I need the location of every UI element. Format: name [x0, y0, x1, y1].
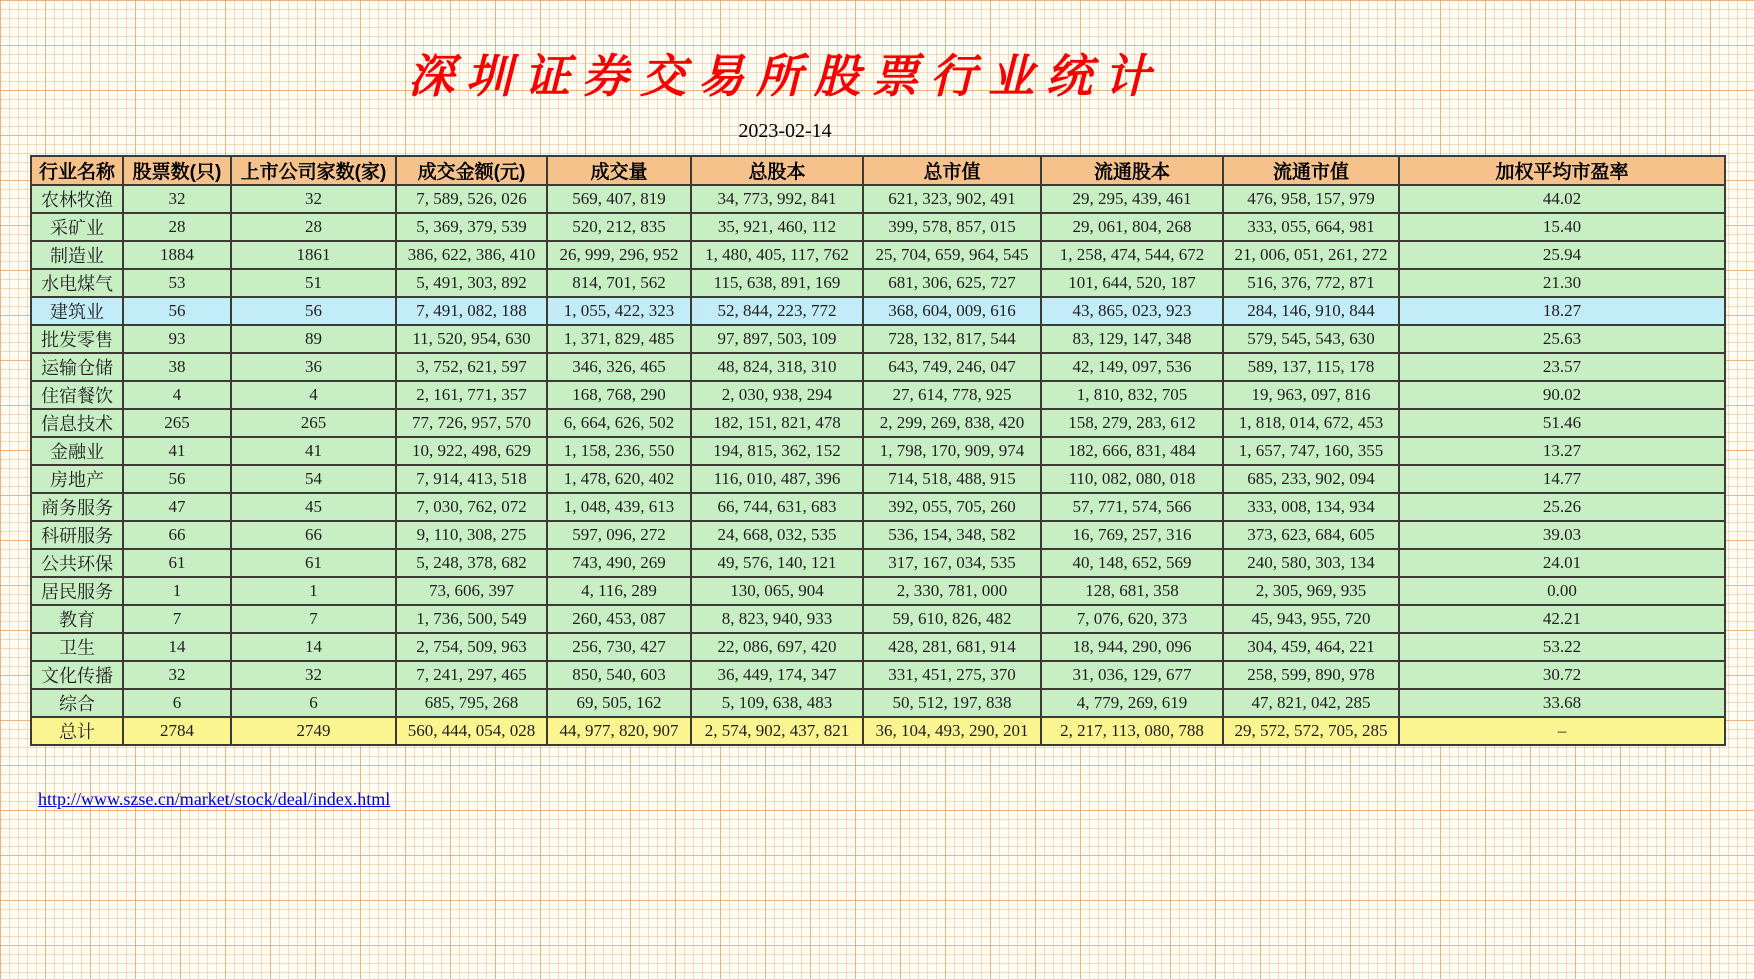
- table-row[interactable]: [31, 185, 1725, 213]
- value-cell[interactable]: 115, 638, 891, 169: [691, 269, 863, 297]
- value-cell[interactable]: 304, 459, 464, 221: [1223, 633, 1399, 661]
- table-row[interactable]: [31, 465, 1725, 493]
- column-header: 总市值: [863, 156, 1041, 185]
- industry-name-cell[interactable]: 卫生: [31, 633, 123, 661]
- value-cell[interactable]: 1, 055, 422, 323: [547, 297, 691, 325]
- industry-table: [30, 155, 1726, 746]
- source-link[interactable]: http://www.szse.cn/market/stock/deal/index.html: [38, 789, 391, 809]
- value-cell[interactable]: 569, 407, 819: [547, 185, 691, 213]
- value-cell[interactable]: 346, 326, 465: [547, 353, 691, 381]
- value-cell[interactable]: 53.22: [1399, 633, 1725, 661]
- value-cell[interactable]: 25.94: [1399, 241, 1725, 269]
- value-cell[interactable]: 194, 815, 362, 152: [691, 437, 863, 465]
- table-row[interactable]: [31, 493, 1725, 521]
- value-cell[interactable]: 34, 773, 992, 841: [691, 185, 863, 213]
- value-cell[interactable]: 258, 599, 890, 978: [1223, 661, 1399, 689]
- value-cell[interactable]: 6: [123, 689, 231, 717]
- value-cell[interactable]: 1, 258, 474, 544, 672: [1041, 241, 1223, 269]
- value-cell[interactable]: 5, 491, 303, 892: [396, 269, 547, 297]
- value-cell[interactable]: 50, 512, 197, 838: [863, 689, 1041, 717]
- value-cell[interactable]: 814, 701, 562: [547, 269, 691, 297]
- value-cell[interactable]: 66: [123, 521, 231, 549]
- table-row[interactable]: [31, 661, 1725, 689]
- value-cell[interactable]: 516, 376, 772, 871: [1223, 269, 1399, 297]
- table-row[interactable]: [31, 577, 1725, 605]
- report-date: 2023-02-14: [738, 120, 832, 142]
- table-row[interactable]: [31, 689, 1725, 717]
- value-cell[interactable]: 110, 082, 080, 018: [1041, 465, 1223, 493]
- value-cell[interactable]: 621, 323, 902, 491: [863, 185, 1041, 213]
- value-cell[interactable]: 32: [123, 185, 231, 213]
- value-cell[interactable]: 97, 897, 503, 109: [691, 325, 863, 353]
- value-cell[interactable]: 36, 104, 493, 290, 201: [863, 717, 1041, 745]
- value-cell[interactable]: 2, 030, 938, 294: [691, 381, 863, 409]
- value-cell[interactable]: 1, 798, 170, 909, 974: [863, 437, 1041, 465]
- value-cell[interactable]: 2, 299, 269, 838, 420: [863, 409, 1041, 437]
- value-cell[interactable]: 597, 096, 272: [547, 521, 691, 549]
- value-cell[interactable]: 1, 736, 500, 549: [396, 605, 547, 633]
- value-cell[interactable]: 428, 281, 681, 914: [863, 633, 1041, 661]
- value-cell[interactable]: 25.63: [1399, 325, 1725, 353]
- value-cell[interactable]: 89: [231, 325, 396, 353]
- column-header: 成交金额(元): [396, 156, 547, 185]
- industry-name-cell[interactable]: 建筑业: [31, 297, 123, 325]
- value-cell[interactable]: 22, 086, 697, 420: [691, 633, 863, 661]
- value-cell[interactable]: 47: [123, 493, 231, 521]
- page-header: [0, 0, 1570, 143]
- value-cell[interactable]: 560, 444, 054, 028: [396, 717, 547, 745]
- value-cell[interactable]: 29, 572, 572, 705, 285: [1223, 717, 1399, 745]
- value-cell[interactable]: 4, 116, 289: [547, 577, 691, 605]
- value-cell[interactable]: 23.57: [1399, 353, 1725, 381]
- value-cell[interactable]: 2, 305, 969, 935: [1223, 577, 1399, 605]
- value-cell[interactable]: 0.00: [1399, 577, 1725, 605]
- value-cell[interactable]: 27, 614, 778, 925: [863, 381, 1041, 409]
- column-header: 总股本: [691, 156, 863, 185]
- value-cell[interactable]: 10, 922, 498, 629: [396, 437, 547, 465]
- value-cell[interactable]: 685, 233, 902, 094: [1223, 465, 1399, 493]
- value-cell[interactable]: 643, 749, 246, 047: [863, 353, 1041, 381]
- value-cell[interactable]: 1, 048, 439, 613: [547, 493, 691, 521]
- industry-name-cell[interactable]: 文化传播: [31, 661, 123, 689]
- value-cell[interactable]: 61: [123, 549, 231, 577]
- value-cell[interactable]: 7, 241, 297, 465: [396, 661, 547, 689]
- value-cell[interactable]: 15.40: [1399, 213, 1725, 241]
- value-cell[interactable]: 56: [123, 465, 231, 493]
- table-row[interactable]: [31, 521, 1725, 549]
- value-cell[interactable]: 18, 944, 290, 096: [1041, 633, 1223, 661]
- value-cell[interactable]: 41: [231, 437, 396, 465]
- value-cell[interactable]: 42, 149, 097, 536: [1041, 353, 1223, 381]
- industry-name-cell[interactable]: 房地产: [31, 465, 123, 493]
- industry-name-cell[interactable]: 制造业: [31, 241, 123, 269]
- value-cell[interactable]: 56: [123, 297, 231, 325]
- value-cell[interactable]: 7: [231, 605, 396, 633]
- value-cell[interactable]: 49, 576, 140, 121: [691, 549, 863, 577]
- industry-name-cell[interactable]: 总计: [31, 717, 123, 745]
- value-cell[interactable]: 90.02: [1399, 381, 1725, 409]
- value-cell[interactable]: 43, 865, 023, 923: [1041, 297, 1223, 325]
- value-cell[interactable]: 1, 478, 620, 402: [547, 465, 691, 493]
- value-cell[interactable]: 168, 768, 290: [547, 381, 691, 409]
- value-cell[interactable]: 681, 306, 625, 727: [863, 269, 1041, 297]
- value-cell[interactable]: 8, 823, 940, 933: [691, 605, 863, 633]
- value-cell[interactable]: 33.68: [1399, 689, 1725, 717]
- table-row[interactable]: [31, 605, 1725, 633]
- value-cell[interactable]: 29, 061, 804, 268: [1041, 213, 1223, 241]
- value-cell[interactable]: 130, 065, 904: [691, 577, 863, 605]
- value-cell[interactable]: 579, 545, 543, 630: [1223, 325, 1399, 353]
- value-cell[interactable]: 399, 578, 857, 015: [863, 213, 1041, 241]
- value-cell[interactable]: 101, 644, 520, 187: [1041, 269, 1223, 297]
- table-row[interactable]: [31, 437, 1725, 465]
- value-cell[interactable]: 66: [231, 521, 396, 549]
- value-cell[interactable]: 7, 076, 620, 373: [1041, 605, 1223, 633]
- value-cell[interactable]: 40, 148, 652, 569: [1041, 549, 1223, 577]
- value-cell[interactable]: 2, 330, 781, 000: [863, 577, 1041, 605]
- value-cell[interactable]: 7, 914, 413, 518: [396, 465, 547, 493]
- value-cell[interactable]: 36, 449, 174, 347: [691, 661, 863, 689]
- value-cell[interactable]: 14.77: [1399, 465, 1725, 493]
- value-cell[interactable]: 1861: [231, 241, 396, 269]
- value-cell[interactable]: 7, 030, 762, 072: [396, 493, 547, 521]
- value-cell[interactable]: 35, 921, 460, 112: [691, 213, 863, 241]
- value-cell[interactable]: 7: [123, 605, 231, 633]
- value-cell[interactable]: 2, 217, 113, 080, 788: [1041, 717, 1223, 745]
- table-row[interactable]: [31, 325, 1725, 353]
- value-cell[interactable]: 28: [231, 213, 396, 241]
- value-cell[interactable]: 53: [123, 269, 231, 297]
- industry-name-cell[interactable]: 科研服务: [31, 521, 123, 549]
- value-cell[interactable]: 19, 963, 097, 816: [1223, 381, 1399, 409]
- value-cell[interactable]: 260, 453, 087: [547, 605, 691, 633]
- table-row[interactable]: [31, 297, 1725, 325]
- value-cell[interactable]: 24.01: [1399, 549, 1725, 577]
- value-cell[interactable]: 386, 622, 386, 410: [396, 241, 547, 269]
- value-cell[interactable]: 6: [231, 689, 396, 717]
- value-cell[interactable]: 32: [231, 661, 396, 689]
- value-cell[interactable]: 1, 480, 405, 117, 762: [691, 241, 863, 269]
- value-cell[interactable]: 1: [231, 577, 396, 605]
- value-cell[interactable]: 284, 146, 910, 844: [1223, 297, 1399, 325]
- industry-name-cell[interactable]: 居民服务: [31, 577, 123, 605]
- value-cell[interactable]: 51: [231, 269, 396, 297]
- value-cell[interactable]: 21.30: [1399, 269, 1725, 297]
- value-cell[interactable]: 392, 055, 705, 260: [863, 493, 1041, 521]
- industry-name-cell[interactable]: 水电煤气: [31, 269, 123, 297]
- value-cell[interactable]: 2, 574, 902, 437, 821: [691, 717, 863, 745]
- table-header-row: [31, 156, 1725, 185]
- value-cell[interactable]: 589, 137, 115, 178: [1223, 353, 1399, 381]
- industry-name-cell[interactable]: 信息技术: [31, 409, 123, 437]
- value-cell[interactable]: 5, 369, 379, 539: [396, 213, 547, 241]
- column-header: 上市公司家数(家): [231, 156, 396, 185]
- value-cell[interactable]: 1, 818, 014, 672, 453: [1223, 409, 1399, 437]
- value-cell[interactable]: 44.02: [1399, 185, 1725, 213]
- value-cell[interactable]: 61: [231, 549, 396, 577]
- value-cell[interactable]: 256, 730, 427: [547, 633, 691, 661]
- industry-name-cell[interactable]: 商务服务: [31, 493, 123, 521]
- value-cell[interactable]: 9, 110, 308, 275: [396, 521, 547, 549]
- value-cell[interactable]: 1: [123, 577, 231, 605]
- value-cell[interactable]: 32: [123, 661, 231, 689]
- value-cell[interactable]: 1, 810, 832, 705: [1041, 381, 1223, 409]
- value-cell[interactable]: 66, 744, 631, 683: [691, 493, 863, 521]
- value-cell[interactable]: 850, 540, 603: [547, 661, 691, 689]
- value-cell[interactable]: 182, 151, 821, 478: [691, 409, 863, 437]
- value-cell[interactable]: 333, 008, 134, 934: [1223, 493, 1399, 521]
- value-cell[interactable]: 31, 036, 129, 677: [1041, 661, 1223, 689]
- industry-name-cell[interactable]: 批发零售: [31, 325, 123, 353]
- table-row[interactable]: [31, 549, 1725, 577]
- value-cell[interactable]: 4: [123, 381, 231, 409]
- value-cell[interactable]: 4, 779, 269, 619: [1041, 689, 1223, 717]
- value-cell[interactable]: 36: [231, 353, 396, 381]
- value-cell[interactable]: 51.46: [1399, 409, 1725, 437]
- value-cell[interactable]: 77, 726, 957, 570: [396, 409, 547, 437]
- value-cell[interactable]: 116, 010, 487, 396: [691, 465, 863, 493]
- value-cell[interactable]: 536, 154, 348, 582: [863, 521, 1041, 549]
- value-cell[interactable]: 158, 279, 283, 612: [1041, 409, 1223, 437]
- value-cell[interactable]: 54: [231, 465, 396, 493]
- value-cell[interactable]: 2, 161, 771, 357: [396, 381, 547, 409]
- value-cell[interactable]: 128, 681, 358: [1041, 577, 1223, 605]
- value-cell[interactable]: 45: [231, 493, 396, 521]
- value-cell[interactable]: 1, 371, 829, 485: [547, 325, 691, 353]
- value-cell[interactable]: 368, 604, 009, 616: [863, 297, 1041, 325]
- value-cell[interactable]: 26, 999, 296, 952: [547, 241, 691, 269]
- value-cell[interactable]: 25, 704, 659, 964, 545: [863, 241, 1041, 269]
- value-cell[interactable]: 69, 505, 162: [547, 689, 691, 717]
- value-cell[interactable]: 13.27: [1399, 437, 1725, 465]
- value-cell[interactable]: 6, 664, 626, 502: [547, 409, 691, 437]
- industry-name-cell[interactable]: 公共环保: [31, 549, 123, 577]
- value-cell[interactable]: 2, 754, 509, 963: [396, 633, 547, 661]
- industry-name-cell[interactable]: 农林牧渔: [31, 185, 123, 213]
- industry-name-cell[interactable]: 住宿餐饮: [31, 381, 123, 409]
- value-cell[interactable]: 44, 977, 820, 907: [547, 717, 691, 745]
- value-cell[interactable]: 1884: [123, 241, 231, 269]
- table-row[interactable]: [31, 353, 1725, 381]
- value-cell[interactable]: 317, 167, 034, 535: [863, 549, 1041, 577]
- value-cell[interactable]: 714, 518, 488, 915: [863, 465, 1041, 493]
- value-cell[interactable]: 48, 824, 318, 310: [691, 353, 863, 381]
- industry-name-cell[interactable]: 综合: [31, 689, 123, 717]
- value-cell[interactable]: 1, 158, 236, 550: [547, 437, 691, 465]
- table-row[interactable]: [31, 409, 1725, 437]
- industry-name-cell[interactable]: 教育: [31, 605, 123, 633]
- value-cell[interactable]: 7, 589, 526, 026: [396, 185, 547, 213]
- value-cell[interactable]: –: [1399, 717, 1725, 745]
- table-row[interactable]: [31, 269, 1725, 297]
- industry-name-cell[interactable]: 金融业: [31, 437, 123, 465]
- table-row[interactable]: [31, 633, 1725, 661]
- table-row[interactable]: [31, 717, 1725, 745]
- value-cell[interactable]: 728, 132, 817, 544: [863, 325, 1041, 353]
- value-cell[interactable]: 333, 055, 664, 981: [1223, 213, 1399, 241]
- value-cell[interactable]: 11, 520, 954, 630: [396, 325, 547, 353]
- value-cell[interactable]: 331, 451, 275, 370: [863, 661, 1041, 689]
- value-cell[interactable]: 45, 943, 955, 720: [1223, 605, 1399, 633]
- value-cell[interactable]: 25.26: [1399, 493, 1725, 521]
- value-cell[interactable]: 29, 295, 439, 461: [1041, 185, 1223, 213]
- column-header: 流通市值: [1223, 156, 1399, 185]
- value-cell[interactable]: 52, 844, 223, 772: [691, 297, 863, 325]
- value-cell[interactable]: 7, 491, 082, 188: [396, 297, 547, 325]
- column-header: 加权平均市盈率: [1399, 156, 1725, 185]
- value-cell[interactable]: 2749: [231, 717, 396, 745]
- value-cell[interactable]: 1, 657, 747, 160, 355: [1223, 437, 1399, 465]
- value-cell[interactable]: 38: [123, 353, 231, 381]
- industry-name-cell[interactable]: 运输仓储: [31, 353, 123, 381]
- value-cell[interactable]: 83, 129, 147, 348: [1041, 325, 1223, 353]
- value-cell[interactable]: 5, 109, 638, 483: [691, 689, 863, 717]
- value-cell[interactable]: 14: [231, 633, 396, 661]
- column-header: 成交量: [547, 156, 691, 185]
- table-row[interactable]: [31, 381, 1725, 409]
- value-cell[interactable]: 42.21: [1399, 605, 1725, 633]
- value-cell[interactable]: 240, 580, 303, 134: [1223, 549, 1399, 577]
- column-header: 行业名称: [31, 156, 123, 185]
- value-cell[interactable]: 743, 490, 269: [547, 549, 691, 577]
- value-cell[interactable]: 3, 752, 621, 597: [396, 353, 547, 381]
- value-cell[interactable]: 93: [123, 325, 231, 353]
- value-cell[interactable]: 476, 958, 157, 979: [1223, 185, 1399, 213]
- value-cell[interactable]: 47, 821, 042, 285: [1223, 689, 1399, 717]
- value-cell[interactable]: 24, 668, 032, 535: [691, 521, 863, 549]
- value-cell[interactable]: 30.72: [1399, 661, 1725, 689]
- table-row[interactable]: [31, 241, 1725, 269]
- column-header: 流通股本: [1041, 156, 1223, 185]
- value-cell[interactable]: 685, 795, 268: [396, 689, 547, 717]
- value-cell[interactable]: 39.03: [1399, 521, 1725, 549]
- value-cell[interactable]: 41: [123, 437, 231, 465]
- value-cell[interactable]: 21, 006, 051, 261, 272: [1223, 241, 1399, 269]
- value-cell[interactable]: 18.27: [1399, 297, 1725, 325]
- value-cell[interactable]: 265: [123, 409, 231, 437]
- value-cell[interactable]: 373, 623, 684, 605: [1223, 521, 1399, 549]
- value-cell[interactable]: 14: [123, 633, 231, 661]
- value-cell[interactable]: 59, 610, 826, 482: [863, 605, 1041, 633]
- industry-name-cell[interactable]: 采矿业: [31, 213, 123, 241]
- page-title: 深圳证券交易所股票行业统计: [408, 51, 1162, 102]
- value-cell[interactable]: 520, 212, 835: [547, 213, 691, 241]
- value-cell[interactable]: 16, 769, 257, 316: [1041, 521, 1223, 549]
- value-cell[interactable]: 73, 606, 397: [396, 577, 547, 605]
- value-cell[interactable]: 4: [231, 381, 396, 409]
- value-cell[interactable]: 5, 248, 378, 682: [396, 549, 547, 577]
- value-cell[interactable]: 182, 666, 831, 484: [1041, 437, 1223, 465]
- value-cell[interactable]: 56: [231, 297, 396, 325]
- value-cell[interactable]: 265: [231, 409, 396, 437]
- value-cell[interactable]: 28: [123, 213, 231, 241]
- value-cell[interactable]: 32: [231, 185, 396, 213]
- column-header: 股票数(只): [123, 156, 231, 185]
- value-cell[interactable]: 57, 771, 574, 566: [1041, 493, 1223, 521]
- value-cell[interactable]: 2784: [123, 717, 231, 745]
- table-row[interactable]: [31, 213, 1725, 241]
